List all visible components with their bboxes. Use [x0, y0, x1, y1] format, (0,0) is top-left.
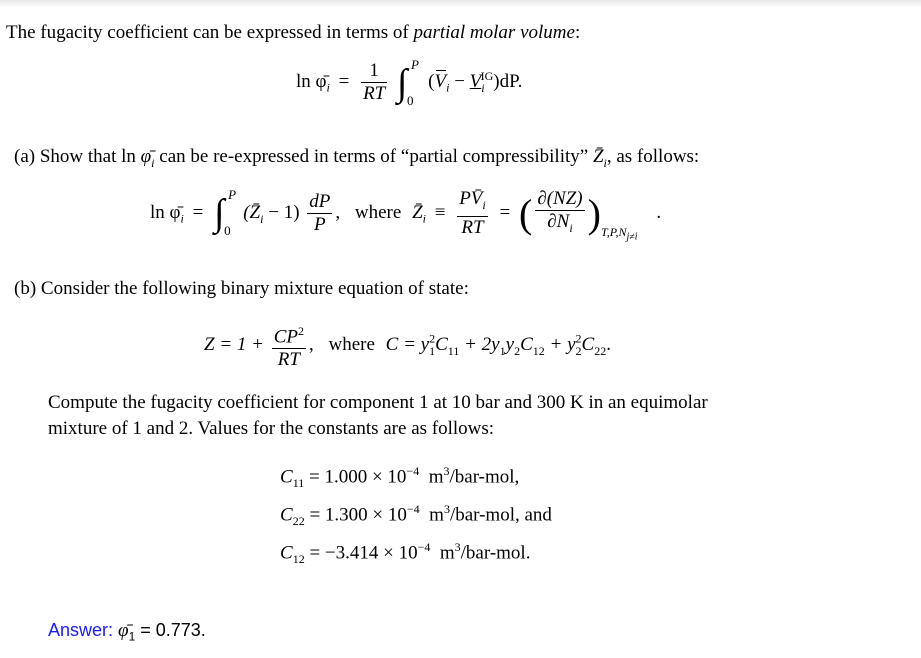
eq2-d-num: ∂(NZ) — [537, 188, 583, 209]
constant-c12-unit: m — [430, 542, 455, 564]
eq2-where: where — [354, 201, 402, 223]
constant-c12-exp: −4 — [417, 540, 431, 554]
part-a-phi: φ̄ — [140, 146, 152, 167]
eq2-comma: , — [335, 201, 341, 223]
eq1-int-upper: P — [411, 56, 419, 72]
constant-c11-value: = 1.000 × 10 — [304, 466, 407, 488]
constant-c22-value: = 1.300 × 10 — [304, 504, 407, 526]
answer-value: = 0.773. — [135, 620, 206, 640]
eq3-lhs: Z = 1 + — [204, 334, 264, 356]
compute-line-1: Compute the fugacity coefficient for component 1 at 10 bar and 300 K in an equimolar — [48, 392, 708, 413]
constant-c12-sub: 12 — [292, 552, 305, 567]
eq3-mid3: + y — [544, 334, 576, 356]
eq2-pv-fraction: $\frac{PV̄_i}{RT}$ — [459, 188, 486, 238]
eq2-dp-num: dP — [309, 190, 331, 212]
part-b-body: Consider the following binary mixture equation of state: — [36, 278, 469, 299]
part-a-label: (a) — [14, 146, 36, 167]
constant-c22-unit-sup: 3 — [443, 502, 450, 516]
eq3-c11: C — [435, 334, 448, 356]
intro-text-before: The fugacity coefficient can be expressed in terms of — [6, 22, 414, 43]
eq2-equiv: ≡ — [434, 201, 446, 223]
part-a-text-mid: can be re-expressed in terms of “partial compressibility” — [154, 146, 593, 167]
part-b-text — [14, 278, 469, 300]
eq2-d-den: ∂N — [547, 211, 570, 232]
eq3-fraction — [272, 320, 306, 371]
constant-c11-unit: m — [419, 466, 444, 488]
constant-c11 — [280, 464, 519, 491]
eq2-integral: ∫ P 0 — [214, 187, 237, 239]
part-a-text: (a) Show that $\ln \varphī_i$ can be re-expressed in terms of “partial compressibility” $Z̄_i$, as follows: — [14, 146, 700, 170]
answer-sub: 1 — [128, 629, 136, 644]
eq2-lhs: ln φ̄ — [150, 201, 181, 223]
eq1-int-lower: 0 — [407, 92, 414, 108]
constant-c12-tail: /bar-mol. — [460, 542, 531, 564]
answer-label: Answer: — [48, 620, 114, 640]
compute-line-2: mixture of 1 and 2. Values for the constants are as follows: — [48, 418, 495, 439]
eq2-term: (Z̄ — [243, 201, 261, 223]
constant-c12-name: C — [280, 542, 293, 564]
eq2-derivative-fraction: $\frac{\partial(NZ)}{\partial N_i}$ — [537, 188, 583, 235]
constant-c12-value: = −3.414 × 10 — [304, 542, 418, 564]
eq1-frac-num: 1 — [361, 60, 387, 83]
eq2-dp-fraction — [307, 191, 332, 236]
eq3-c22: C — [581, 334, 595, 356]
part-a-sub-i: i — [151, 155, 155, 170]
eq3-frac-num: CP — [273, 326, 298, 348]
eq3-tail: . — [606, 334, 611, 356]
constant-c11-unit-sup: 3 — [443, 464, 450, 478]
constant-c11-sub: 11 — [292, 476, 305, 491]
eq1-open: ( — [428, 70, 435, 92]
equation-1: $\ln \varphī_i$ = $\frac{1}{RT}$ ∫ P 0 $(V_i - V_i^{IG})dP$. — [296, 56, 523, 108]
constant-c22-exp: −4 — [406, 502, 420, 516]
eq2-period: . — [656, 201, 662, 223]
eq2-int-lower: 0 — [224, 223, 231, 239]
eq2-subscript-sub: j≠i — [626, 231, 638, 243]
constant-c12-unit-sup: 3 — [454, 540, 461, 554]
eq1-v-ig: V — [469, 70, 482, 92]
eq3-comma: , — [309, 334, 314, 356]
eq1-sup-ig: IG — [480, 68, 494, 83]
eq2-pv-den: RT — [461, 216, 484, 238]
eq3-rhs: C = y — [385, 334, 430, 356]
equation-2: $\ln \varphī_i$ = ∫ P 0 $(Z̄_i - 1)$ $\frac{dP}{P}$ , where $Z̄_i$ ≡ $\frac{PV̄_i}{RT}$ = ( $\frac{\partial(NZ)}{\partial N_i}$ )$_{T,P,N_{j\ne i}}$ . — [150, 187, 662, 243]
eq1-minus: − — [449, 70, 470, 92]
part-a-text-after: , as follows: — [606, 146, 700, 167]
constant-c11-tail: /bar-mol, — [449, 466, 520, 488]
answer — [48, 620, 206, 644]
eq2-sub-i: i — [180, 211, 184, 226]
part-a-z: Z̄ — [592, 146, 604, 167]
equation-3: Z = 1 + $\frac{CP^2}{RT}$ , where $C = y^2_1C_{11} + 2y_1y_2C_{12} + y^2_2C_{22}$. — [204, 320, 611, 371]
intro-text — [6, 22, 580, 44]
eq2-paren-open: ( — [518, 190, 533, 236]
eq3-mid2: y — [505, 334, 515, 356]
constant-c22 — [280, 502, 552, 529]
constant-c12 — [280, 540, 530, 567]
eq2-paren-close: ) — [587, 190, 601, 236]
constant-c11-name: C — [280, 466, 293, 488]
part-a-text-before: Show that ln — [35, 146, 141, 167]
constant-c22-name: C — [280, 504, 293, 526]
eq1-v-bar: V — [434, 70, 447, 92]
eq1-equals: = — [338, 70, 350, 92]
eq1-lhs: ln φ̄ — [296, 70, 327, 92]
eq3-frac-num-sup: 2 — [298, 324, 304, 338]
eq2-dp-den: P — [314, 213, 326, 235]
constant-c22-tail: /bar-mol, and — [449, 504, 552, 526]
eq2-pv-num: PV̄ — [459, 188, 483, 209]
part-b-label: (b) — [14, 278, 37, 299]
eq1-close: )dP. — [493, 70, 523, 92]
eq3-frac-den: RT — [277, 349, 300, 371]
answer-phi: φ̄ — [118, 620, 129, 641]
eq1-frac-den: RT — [363, 83, 386, 104]
top-shadow-bar — [0, 0, 921, 8]
eq3-c12: C — [520, 334, 533, 356]
eq3-where: where — [328, 334, 375, 356]
eq2-int-upper: P — [228, 187, 237, 203]
eq2-zbar: Z̄ — [412, 201, 423, 223]
eq3-mid1: + 2y — [459, 334, 500, 356]
eq2-subscript: T,P,N — [600, 224, 627, 239]
constant-c11-exp: −4 — [406, 464, 420, 478]
intro-text-after: : — [574, 22, 581, 43]
constant-c22-unit: m — [419, 504, 444, 526]
eq2-equals2: = — [499, 201, 511, 223]
constant-c22-sub: 22 — [292, 514, 305, 529]
eq1-sub-i: i — [326, 80, 330, 95]
eq1-fraction — [361, 60, 387, 105]
eq2-term-close: − 1) — [263, 201, 300, 223]
eq2-equals: = — [192, 201, 204, 223]
intro-text-italic: partial molar volume — [413, 22, 575, 43]
eq1-integral: ∫ P 0 — [397, 56, 419, 108]
